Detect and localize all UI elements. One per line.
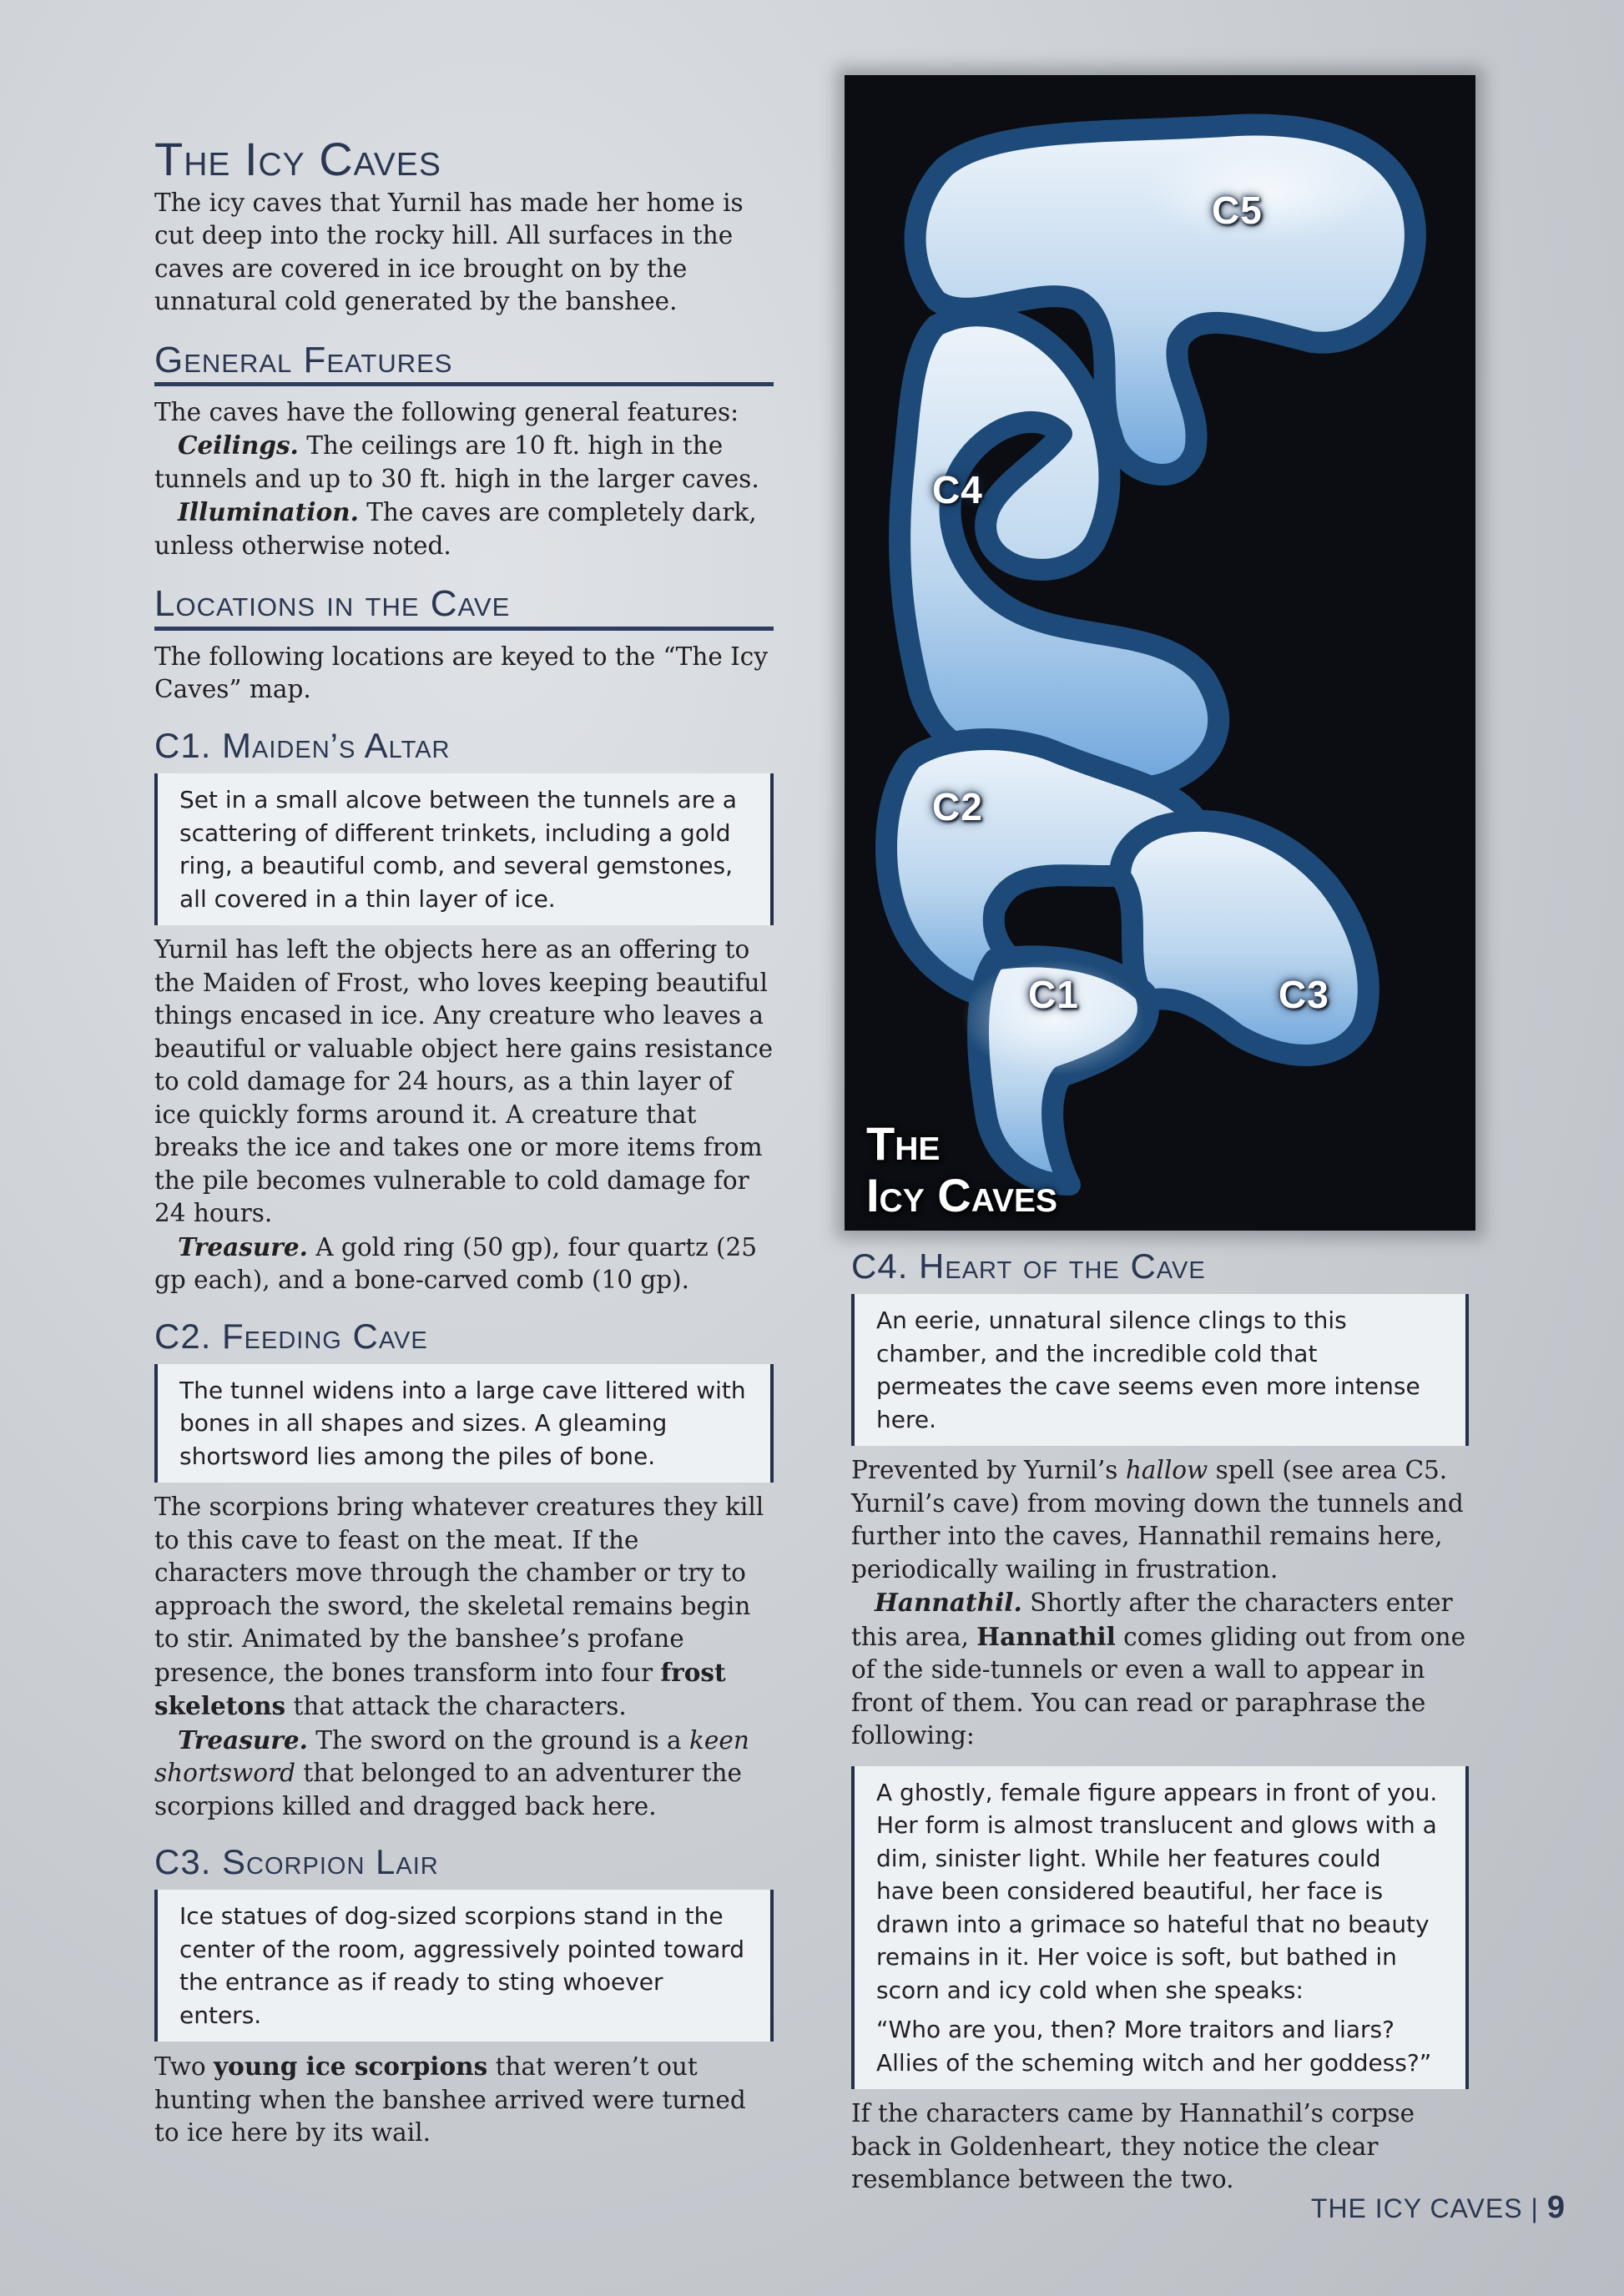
c2-treasure-a: The sword on the ground is a	[307, 1725, 690, 1755]
map-label-c3: C3	[1279, 973, 1329, 1016]
c2-treasure-paragraph	[154, 1724, 774, 1824]
map-label-c5: C5	[1212, 189, 1263, 232]
c3-heading: C3. Scorpion Lair	[154, 1842, 439, 1882]
cave-map-drawing	[845, 75, 1475, 1231]
c4-paragraph	[851, 1454, 1469, 1586]
c2-treasure-b: that belonged to an adventurer the scorpions killed and dragged back here.	[154, 1759, 742, 1820]
c3-text-b: that weren’t out hunting when the banshee arrived were turned to ice here by its wail.	[154, 2052, 746, 2147]
intro-paragraph: The icy caves that Yurnil has made her home is cut deep into the rocky hill. All surfaces in the caves are covered in ice brought on by the unnatural cold generated by the banshee.	[154, 188, 744, 316]
c3-text-bold: young ice scorpions	[214, 2052, 488, 2082]
c1-heading: C1. Maiden’s Altar	[154, 725, 451, 765]
hannathil-lead: Hannathil.	[875, 1588, 1022, 1618]
ceilings-lead: Ceilings.	[178, 430, 299, 461]
footer-section: THE ICY CAVES	[1310, 2193, 1523, 2223]
hannathil-text-a: Shortly after the characters enter this area,	[851, 1589, 1453, 1651]
c4-box-text: An eerie, unnatural silence clings to this chamber, and the incredible cold that permeates the cave seems even more intense here.	[876, 1307, 1420, 1433]
c1-paragraph: Yurnil has left the objects here as an offering to the Maiden of Frost, who loves keeping beautiful things encased in ice. Any creature who leaves a beautiful or valuable object here gains resistance to cold damage for 24 hours, as a thin layer of ice quickly forms around it. A creature that breaks the ice and takes one or more items from the pile becomes vulnerable to cold damage for 24 hours.	[154, 935, 774, 1228]
map-title-line2: Icy Caves	[866, 1169, 1058, 1221]
c1-box-text: Set in a small alcove between the tunnels are a scattering of different trinkets, including a gold ring, a beautiful comb, and several gemstones, all covered in a thin layer of ice.	[179, 786, 737, 913]
c3-box-text: Ice statues of dog-sized scorpions stand in the center of the room, aggressively pointed toward the entrance as if ready to sting whoever enters.	[179, 1902, 745, 2029]
c2-read-aloud-box	[154, 1364, 774, 1483]
c2-heading: C2. Feeding Cave	[154, 1316, 428, 1356]
c3-text-a: Two	[154, 2052, 214, 2082]
c2-box-text: The tunnel widens into a large cave littered with bones in all shapes and sizes. A gleaming shortsword lies among the piles of bone.	[179, 1376, 746, 1470]
c4-read-aloud-box	[851, 1294, 1469, 1446]
ceilings-paragraph	[154, 429, 774, 496]
c3-read-aloud-box	[154, 1890, 774, 2042]
c2-treasure-lead: Treasure.	[178, 1725, 308, 1755]
cave-map	[845, 75, 1475, 1231]
c4-heading: C4. Heart of the Cave	[851, 1246, 1206, 1286]
c4-text-a: Prevented by Yurnil’s	[851, 1456, 1126, 1485]
map-title-line1: The	[866, 1117, 941, 1170]
locations-intro: The following locations are keyed to the “The Icy Caves” map.	[154, 642, 768, 704]
c4-text-b: spell (see area C5. Yurnil’s cave) from moving down the tunnels and further into the caves, Hannathil remains here, periodically wailing in frustration.	[851, 1456, 1464, 1584]
hannathil-text-b: comes gliding out from one of the side-tunnels or even a wall to appear in front of them. You can read or paraphrase the following:	[851, 1622, 1466, 1750]
map-label-c1: C1	[1028, 973, 1079, 1016]
c2-paragraph	[154, 1491, 774, 1724]
map-label-c2: C2	[932, 785, 983, 828]
c4-text-italic: hallow	[1125, 1456, 1208, 1485]
illumination-text: The caves are completely dark, unless otherwise noted.	[154, 498, 757, 560]
page-title: The Icy Caves	[154, 133, 441, 185]
illumination-paragraph	[154, 496, 774, 562]
c2-text-b: that attack the characters.	[285, 1692, 627, 1721]
page-footer	[1311, 2190, 1566, 2226]
c1-read-aloud-box	[154, 773, 774, 925]
general-features-heading: General Features	[154, 340, 774, 386]
map-label-c4: C4	[932, 468, 983, 511]
hannathil-read-aloud-box	[851, 1766, 1469, 2090]
c2-text-bold: frost skeletons	[154, 1657, 726, 1721]
hannathil-bold: Hannathil	[976, 1621, 1116, 1651]
footer-separator: |	[1531, 2193, 1539, 2223]
hannathil-box-text-b: “Who are you, then? More traitors and liars? Allies of the scheming witch and her goddess?”	[876, 2016, 1432, 2077]
illumination-lead: Illumination.	[178, 497, 359, 527]
general-features-intro: The caves have the following general features:	[154, 397, 739, 426]
hannathil-box-text-a: A ghostly, female figure appears in front of you. Her form is almost translucent and glows with a dim, sinister light. While her features could have been considered beautiful, her face is drawn into a grimace so hateful that no beauty remains in it. Her voice is soft, but bathed in scorn and icy cold when she speaks:	[876, 1778, 1438, 2004]
c1-treasure-lead: Treasure.	[178, 1231, 308, 1261]
map-title	[866, 1118, 1057, 1221]
locations-heading: Locations in the Cave	[154, 584, 774, 630]
c2-treasure-italic: keen shortsword	[154, 1725, 749, 1788]
hannathil-paragraph	[851, 1586, 1469, 1753]
ceilings-text: The ceilings are 10 ft. high in the tunnels and up to 30 ft. high in the larger caves.	[154, 431, 759, 493]
c1-treasure-text: A gold ring (50 gp), four quartz (25 gp each), and a bone-carved comb (10 gp).	[154, 1232, 758, 1295]
c3-paragraph	[154, 2050, 774, 2150]
left-column	[154, 133, 774, 2150]
page-number: 9	[1546, 2190, 1566, 2225]
c1-treasure-paragraph	[154, 1231, 774, 1297]
c2-text-a: The scorpions bring whatever creatures they kill to this cave to feast on the meat. If the characters move through the chamber or try to approach the sword, the skeletal remains begin to stir. Animated by the banshee’s profane presence, the bones transform into four	[154, 1493, 764, 1687]
right-column	[851, 1247, 1469, 2197]
c4-closing-paragraph: If the characters came by Hannathil’s corpse back in Goldenheart, they notice the clear resemblance between the two.	[851, 2099, 1415, 2194]
